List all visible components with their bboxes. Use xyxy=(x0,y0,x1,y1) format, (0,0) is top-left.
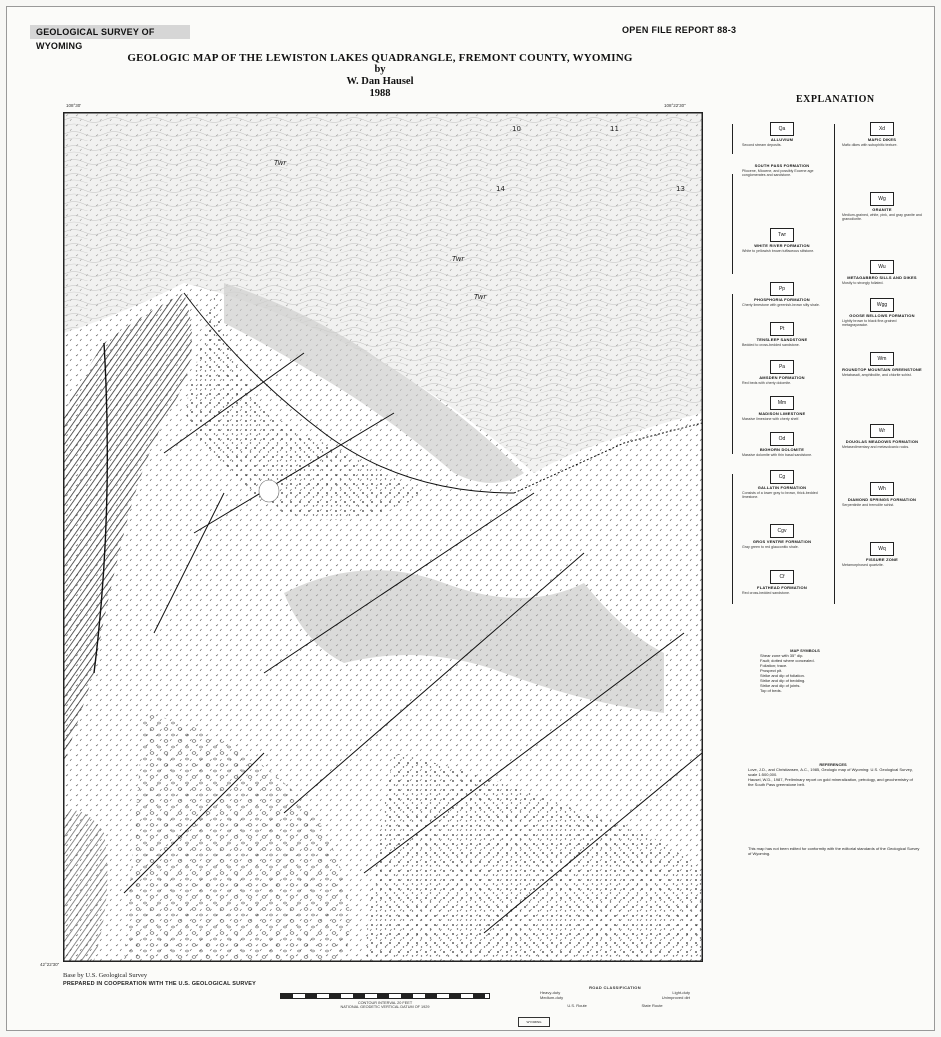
unit-description: White to yellowish brown tuffaceous siltstone. xyxy=(742,249,815,253)
unit-swatch: Mm xyxy=(770,396,794,410)
unit-name: WHITE RIVER FORMATION xyxy=(754,243,810,248)
unit-swatch: Pp xyxy=(770,282,794,296)
unit-name: GRANITE xyxy=(872,207,892,212)
symbol-item: Prospect pit. xyxy=(760,668,783,673)
unit-madison[interactable] xyxy=(742,396,822,421)
unit-name: GOOSE BELLOWS FORMATION xyxy=(849,313,915,318)
unit-description: Metabasalt, amphibolite, and chlorite schist. xyxy=(842,373,912,377)
section-number: 14 xyxy=(496,185,505,193)
unit-douglas-meadows[interactable] xyxy=(842,424,922,449)
geologic-map[interactable] xyxy=(63,112,703,962)
unit-swatch: Wh xyxy=(870,482,894,496)
references xyxy=(748,762,918,787)
unit-gros-ventre[interactable] xyxy=(742,524,822,549)
unit-swatch: Cgv xyxy=(770,524,794,538)
era-bracket xyxy=(732,474,739,604)
scale-graphic xyxy=(280,993,490,999)
title-year: 1988 xyxy=(369,88,391,99)
section-number: 13 xyxy=(676,185,685,193)
road-item: Unimproved dirt xyxy=(661,995,690,1000)
unit-label: Twr xyxy=(474,293,487,301)
unit-label: Twr xyxy=(274,159,287,167)
unit-swatch: Od xyxy=(770,432,794,446)
unit-description: Metasedimentary and metavolcanic rocks. xyxy=(842,445,910,449)
map-title: GEOLOGIC MAP OF THE LEWISTON LAKES QUADRANGLE, FREMONT COUNTY, WYOMING xyxy=(127,52,633,64)
unit-swatch: Cg xyxy=(770,470,794,484)
unit-south-pass[interactable] xyxy=(742,162,822,177)
editorial-note: This map has not been edited for conformity with the editorial standards of the Geological Survey of Wyoming. xyxy=(748,846,920,856)
unit-description: Pliocene, Miocene, and possibly Eocene age conglomerates and sandstone. xyxy=(742,169,814,178)
section-number: 10 xyxy=(512,125,521,133)
state-index-box: WYOMING xyxy=(518,1017,550,1027)
unit-name: MAFIC DIKES xyxy=(867,137,897,142)
map-symbols xyxy=(760,648,850,693)
unit-name: DIAMOND SPRINGS FORMATION xyxy=(847,497,917,502)
unit-description: Serpentinite and tremolite schist. xyxy=(842,503,895,507)
vertical-datum: NATIONAL GEODETIC VERTICAL DATUM OF 1929 xyxy=(340,1005,430,1009)
unit-goose-bellows[interactable] xyxy=(842,298,922,327)
agency-header: GEOLOGICAL SURVEY OF WYOMING xyxy=(30,25,190,39)
unit-description: Consists of a lower gray to brown, thick-bedded limestone. xyxy=(742,491,818,500)
unit-description: Mostly to strongly foliated. xyxy=(842,281,884,285)
corner-label-sw: 42°22'30" xyxy=(40,962,60,967)
symbol-item: Strike and dip of foliation. xyxy=(760,673,805,678)
road-item: U.S. Route xyxy=(567,1003,587,1008)
unit-swatch: Xd xyxy=(870,122,894,136)
unit-description: Mafic dikes with subophitic texture. xyxy=(842,143,898,147)
title-by: by xyxy=(374,64,386,75)
section-number: 11 xyxy=(610,125,619,133)
unit-swatch: Wg xyxy=(870,192,894,206)
unit-description: Massive dolomite with thin basal sandstone. xyxy=(742,453,813,457)
unit-metagabbro[interactable] xyxy=(842,260,922,285)
unit-name: ALLUVIUM xyxy=(770,137,794,142)
symbol-item: Foliation; trace. xyxy=(760,663,788,668)
unit-diamond-springs[interactable] xyxy=(842,482,922,507)
road-item: Light-duty xyxy=(672,990,690,995)
unit-swatch: Wgg xyxy=(870,298,894,312)
contour-interval: CONTOUR INTERVAL 20 FEET xyxy=(357,1001,413,1005)
unit-amsden[interactable] xyxy=(742,360,822,385)
map-title-block xyxy=(120,52,640,100)
unit-swatch: Qa xyxy=(770,122,794,136)
unit-swatch: Pa xyxy=(770,360,794,374)
unit-phosphoria[interactable] xyxy=(742,282,822,307)
unit-tensleep[interactable] xyxy=(742,322,822,347)
road-classification xyxy=(540,985,690,1008)
unit-swatch: Wr xyxy=(870,424,894,438)
unit-flathead[interactable] xyxy=(742,570,822,595)
reference-item: Love, J.D., and Christiansen, A.C., 1985, Geologic map of Wyoming: U.S. Geological Survey, scale 1:500,000. xyxy=(748,767,913,777)
unit-swatch: Wq xyxy=(870,542,894,556)
symbols-title: MAP SYMBOLS xyxy=(790,648,820,653)
unit-white-river[interactable] xyxy=(742,228,822,253)
unit-swatch: Wu xyxy=(870,260,894,274)
unit-name: GROS VENTRE FORMATION xyxy=(752,539,812,544)
unit-name: METAGABBRO SILLS AND DIKES xyxy=(847,275,917,280)
unit-name: AMSDEN FORMATION xyxy=(759,375,805,380)
title-author: W. Dan Hausel xyxy=(346,76,414,87)
unit-swatch: Cf xyxy=(770,570,794,584)
road-title: ROAD CLASSIFICATION xyxy=(589,985,641,990)
road-item: State Route xyxy=(641,1003,663,1008)
road-item: Heavy-duty xyxy=(540,990,561,995)
unit-swatch: Pt xyxy=(770,322,794,336)
unit-name: TENSLEEP SANDSTONE xyxy=(756,337,808,342)
unit-roundtop[interactable] xyxy=(842,352,922,377)
unit-description: Lightly brown to black fine-grained metagraywacke. xyxy=(842,319,897,328)
unit-gallatin[interactable] xyxy=(742,470,822,499)
corner-label-nw: 108°30' xyxy=(66,103,82,108)
unit-name: GALLATIN FORMATION xyxy=(757,485,807,490)
base-credit xyxy=(63,972,256,987)
base-source: Base by U.S. Geological Survey xyxy=(63,972,148,979)
era-bracket xyxy=(732,174,739,274)
unit-name: PHOSPHORIA FORMATION xyxy=(754,297,810,302)
scale-bar xyxy=(270,993,500,1009)
unit-description: Gray green to red glauconitic shale. xyxy=(742,545,799,549)
unit-fissure-zone[interactable] xyxy=(842,542,922,567)
symbol-item: Shear zone with 35° dip. xyxy=(760,653,804,658)
unit-granite[interactable] xyxy=(842,192,922,221)
unit-description: Cherty limestone with greenish-brown silty shale. xyxy=(742,303,820,307)
unit-name: DOUGLAS MEADOWS FORMATION xyxy=(845,439,919,444)
symbol-item: Strike and dip of bedding. xyxy=(760,678,806,683)
unit-description: Metamorphosed quartzite. xyxy=(842,563,884,567)
unit-description: Red beds with cherty dolomite. xyxy=(742,381,792,385)
era-bracket xyxy=(732,124,739,154)
unit-alluvium[interactable] xyxy=(742,122,822,147)
unit-swatch: Twr xyxy=(770,228,794,242)
unit-description: Bedded to cross-bedded sandstone. xyxy=(742,343,800,347)
unit-description: Medium-grained, white, pink, and gray granite and granodiorite. xyxy=(842,213,922,222)
map-canvas xyxy=(64,113,702,961)
era-bracket xyxy=(834,124,841,604)
unit-name: ROUNDTOP MOUNTAIN GREENSTONE xyxy=(842,367,922,372)
unit-description: Second stream deposits. xyxy=(742,143,782,147)
unit-name: MADISON LIMESTONE xyxy=(758,411,806,416)
unit-swatch: Wm xyxy=(870,352,894,366)
unit-name: BIGHORN DOLOMITE xyxy=(759,447,805,452)
explanation-panel xyxy=(728,94,928,974)
symbol-item: Fault; dotted where concealed. xyxy=(760,658,815,663)
corner-label-ne: 108°22'30" xyxy=(664,103,686,108)
unit-name: FISSURE ZONE xyxy=(866,557,898,562)
unit-mafic-dikes[interactable] xyxy=(842,122,922,147)
unit-label: Twr xyxy=(452,255,465,263)
symbol-item: Strike and dip of joints. xyxy=(760,683,801,688)
road-item: Medium-duty xyxy=(540,995,564,1000)
report-number: OPEN FILE REPORT 88-3 xyxy=(622,25,737,35)
references-title: REFERENCES xyxy=(819,762,847,767)
explanation-title: EXPLANATION xyxy=(796,94,875,105)
prepared-credit: PREPARED IN COOPERATION WITH THE U.S. GEOLOGICAL SURVEY xyxy=(63,981,257,987)
unit-name: FLATHEAD FORMATION xyxy=(757,585,807,590)
unit-description: Red cross-bedded sandstone. xyxy=(742,591,790,595)
unit-description: Massive limestone with cherty shelf. xyxy=(742,417,800,421)
unit-bighorn[interactable] xyxy=(742,432,822,457)
reference-item: Hausel, W.D., 1987, Preliminary report on gold mineralization, petrology, and geochemistry of the South Pass greenstone belt. xyxy=(748,777,913,787)
unit-name: SOUTH PASS FORMATION xyxy=(754,163,810,168)
symbol-item: Top of beds. xyxy=(760,688,782,693)
era-bracket xyxy=(732,294,739,454)
